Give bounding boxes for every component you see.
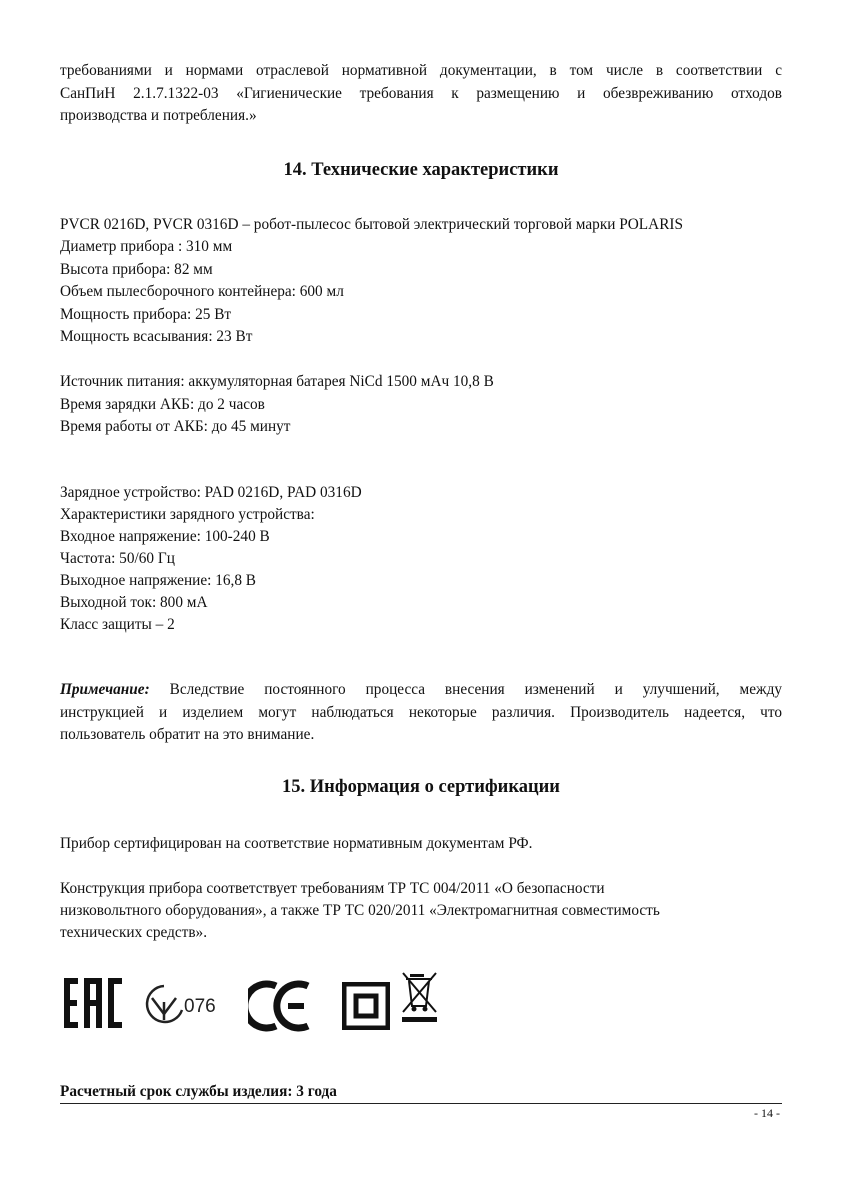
spec-line: Мощность прибора: 25 Вт: [60, 306, 232, 323]
spec-line: Класс защиты – 2: [60, 616, 175, 633]
intro-line: СанПиН 2.1.7.1322-03 «Гигиенические требования к размещению и обезвреживанию отходов: [60, 84, 782, 102]
ukrsepro-mark-icon: [140, 980, 236, 1030]
spec-line: Входное напряжение: 100-240 В: [60, 528, 270, 545]
note-line: [60, 679, 782, 702]
note-paragraph: [60, 679, 782, 747]
spec-line: Частота: 50/60 Гц: [60, 550, 175, 567]
ce-mark-icon: [248, 980, 312, 1032]
page-number: - 14 -: [754, 1106, 780, 1120]
spec-line: Зарядное устройство: PAD 0216D, PAD 0316D: [60, 484, 362, 501]
spec-line: Время работы от АКБ: до 45 минут: [60, 418, 291, 435]
spec-line: Выходной ток: 800 мА: [60, 594, 208, 611]
certification-line: Прибор сертифицирован на соответствие нормативным документам РФ.: [60, 835, 533, 852]
spec-line: Диаметр прибора : 310 мм: [60, 238, 233, 255]
class-2-insulation-icon: [342, 982, 390, 1030]
spec-line: PVCR 0216D, PVCR 0316D – робот-пылесос бытовой электрический торговой марки POLARIS: [60, 216, 684, 233]
note-line: инструкцией и изделием могут наблюдаться некоторые различия. Производитель надеется, что: [60, 703, 782, 721]
note-label: Примечание:: [60, 681, 150, 698]
eac-mark-icon: [64, 976, 122, 1032]
certification-line: технических средств».: [60, 924, 208, 941]
spec-line: Время зарядки АКБ: до 2 часов: [60, 396, 265, 413]
spec-line: Высота прибора: 82 мм: [60, 261, 213, 278]
spec-line: Объем пылесборочного контейнера: 600 мл: [60, 283, 344, 300]
intro-line: требованиями и нормами отраслевой нормативной документации, в том числе в соответствии с: [60, 62, 782, 79]
section-15-title: 15. Информация о сертификации: [282, 777, 560, 797]
certification-line: Конструкция прибора соответствует требованиям ТР ТС 004/2011 «О безопасности: [60, 880, 605, 897]
intro-line: производства и потребления.»: [60, 107, 257, 124]
ukraine-code: 076: [184, 996, 216, 1017]
intro-paragraph: [60, 60, 782, 128]
certification-line: низковольтного оборудования», а также ТР ТС 020/2011 «Электромагнитная совместимость: [60, 902, 660, 919]
service-life: Расчетный срок службы изделия: 3 года: [60, 1083, 337, 1100]
spec-line: Выходное напряжение: 16,8 В: [60, 572, 257, 589]
note-text: Вследствие постоянного процесса внесения изменений и улучшений, между: [169, 681, 782, 698]
footer-divider: [60, 1103, 782, 1104]
weee-crossed-bin-icon: [400, 970, 440, 1024]
note-line: пользователь обратит на это внимание.: [60, 726, 315, 743]
certification-logos: [60, 968, 460, 1038]
section-14-title: 14. Технические характеристики: [283, 160, 559, 180]
spec-line: Характеристики зарядного устройства:: [60, 506, 315, 523]
spec-line: Мощность всасывания: 23 Вт: [60, 328, 253, 345]
spec-line: Источник питания: аккумуляторная батарея NiCd 1500 мАч 10,8 В: [60, 373, 494, 390]
